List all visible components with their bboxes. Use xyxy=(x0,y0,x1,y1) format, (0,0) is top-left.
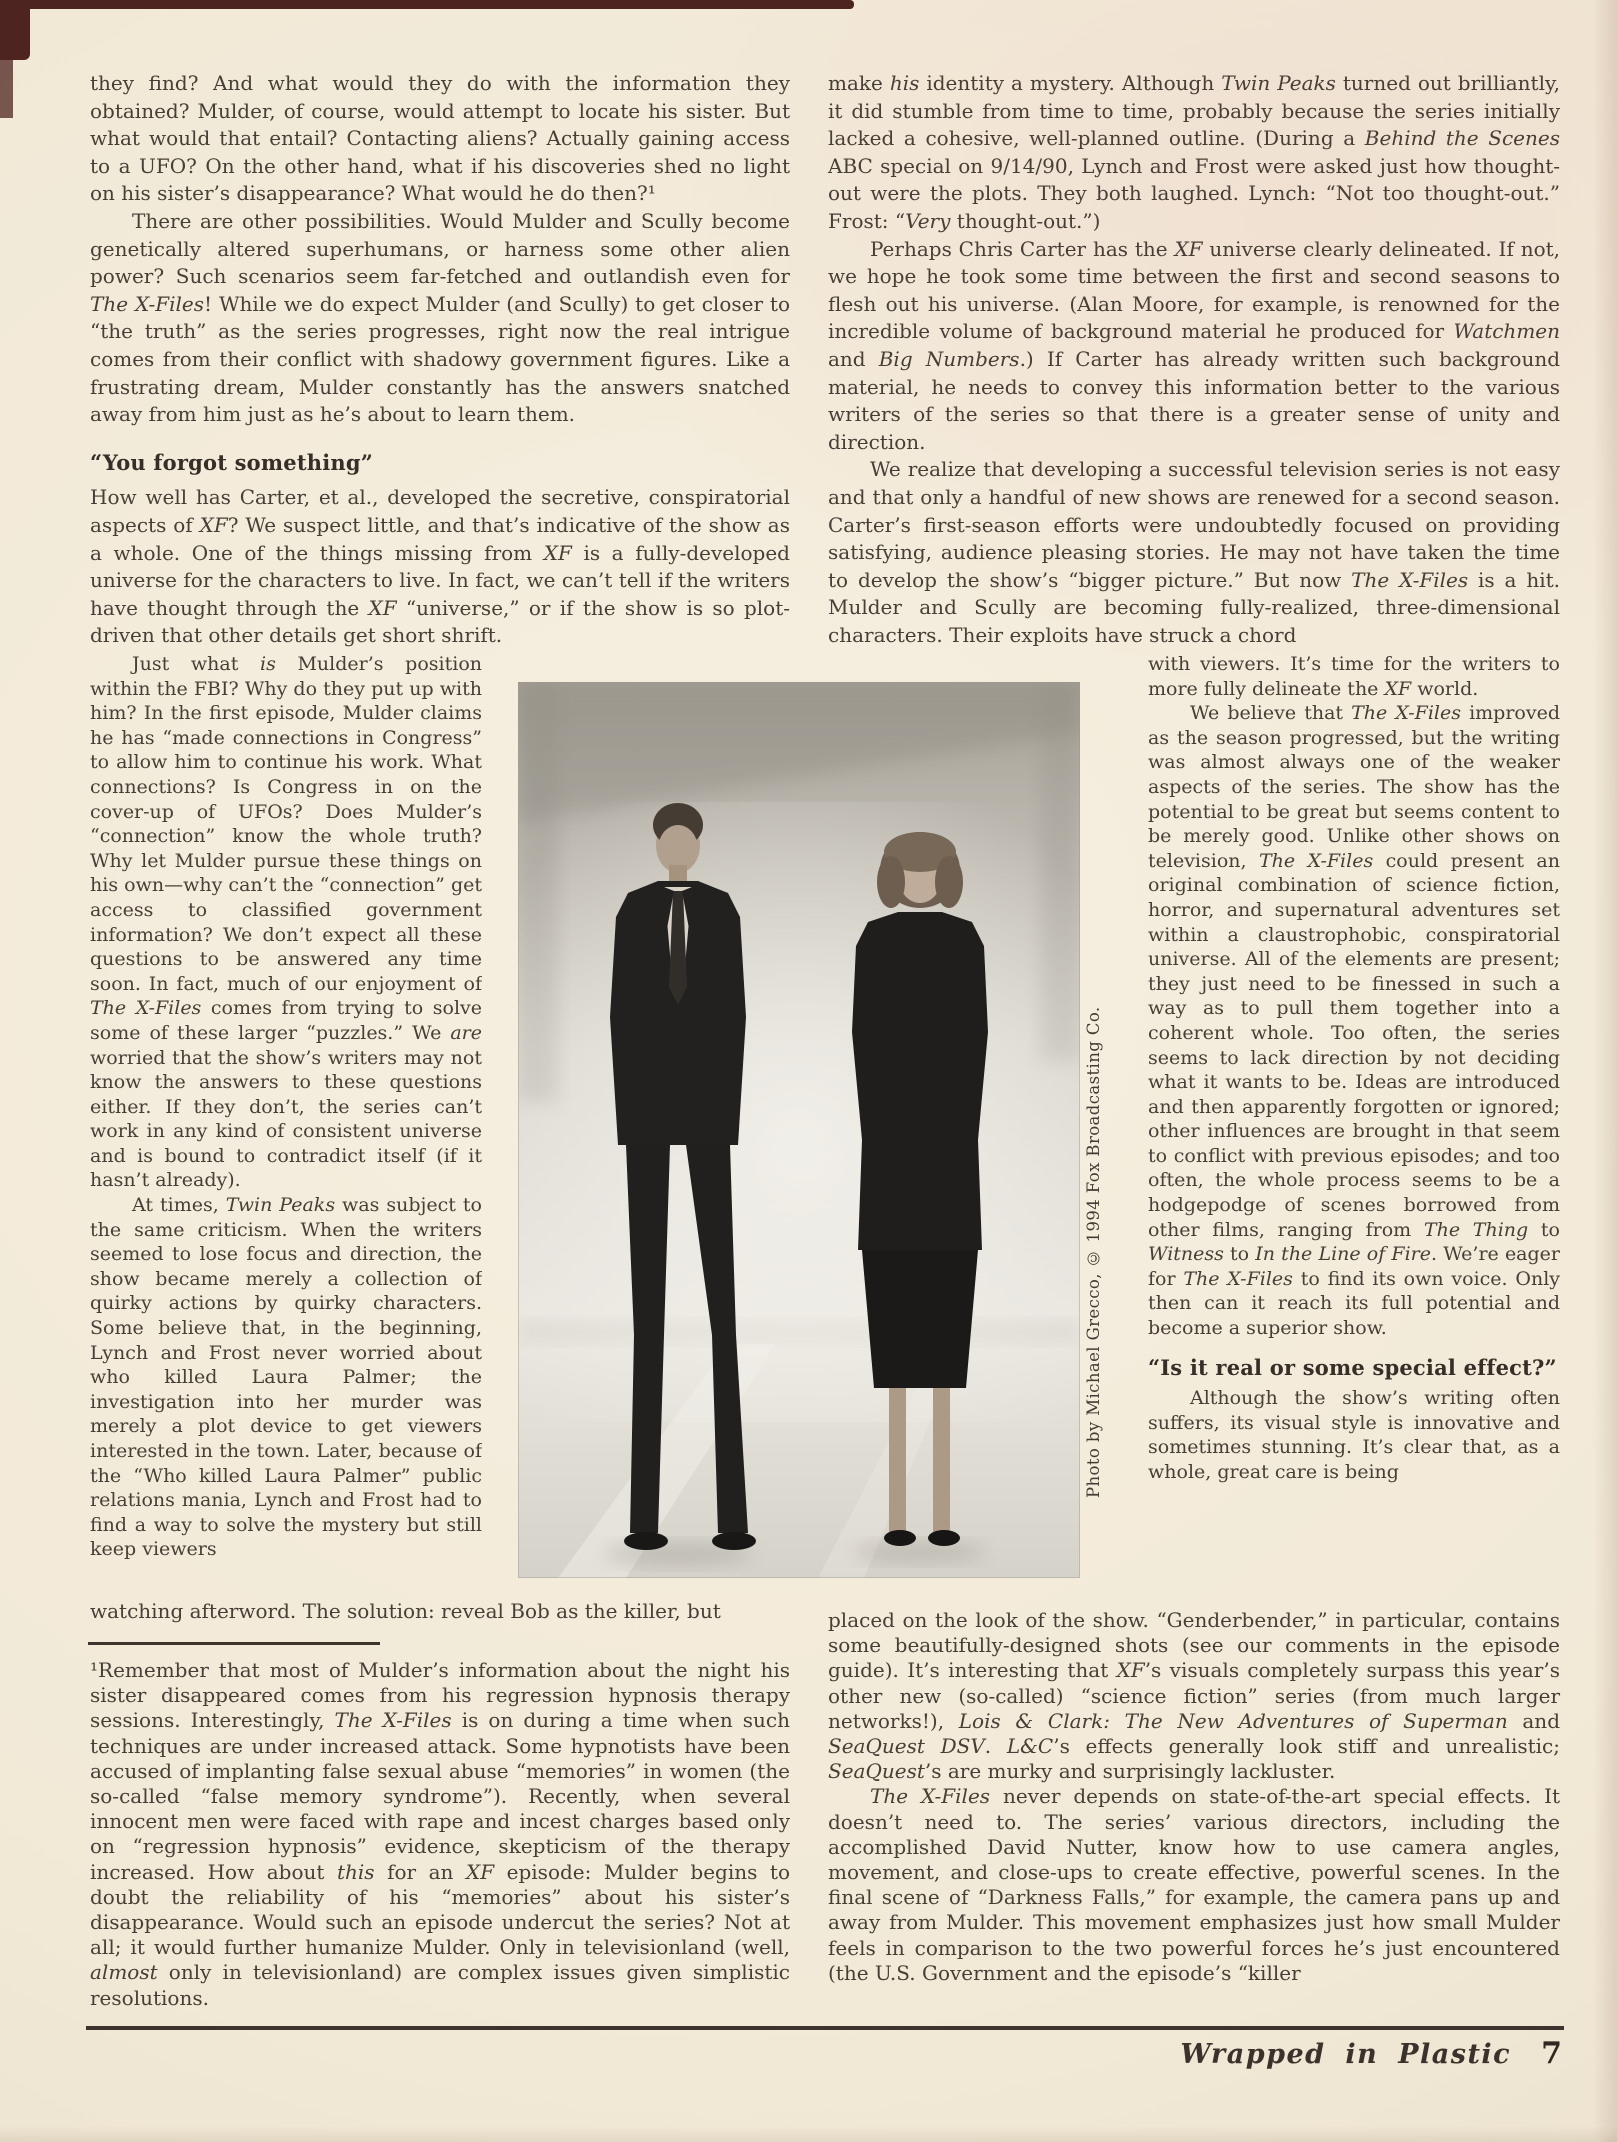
photo-illustration xyxy=(518,682,1080,1578)
narrow-paragraphs-right xyxy=(1148,701,1560,1340)
section1-paragraphs xyxy=(90,484,790,650)
photo-credit: Photo by Michael Grecco, © 1994 Fox Broadcasting Co. xyxy=(1084,1006,1103,1498)
right-bottom-paragraphs xyxy=(828,1608,1560,1986)
photo-mulder-scully xyxy=(518,682,1080,1578)
footnote-text: ¹Remember that most of Mulder’s information about the night his sister disappeared comes from his regression hypnosis therapy sessions. Interestingly, The X-Files is on during a time when such techniques are under increased attack. Some hypnotists have been accused of implanting false sexual abuse “memories” in women (the so-called “false memory syndrome”). Recently, when several innocent men were faced with rape and incest charges based only on “regression hypnosis” evidence, skepticism of the therapy increased. How about this for an XF episode: Mulder begins to doubt the reliability of his “memories” about his sister’s disappearance. Would such an episode undercut the series? Not at all; it would further humanize Mulder. Only in televisionland (well, almost only in televisionland) are complex issues given simplistic resolutions. xyxy=(90,1658,791,2010)
body-paragraph: We realize that developing a successful television series is not easy and that only a handful of new shows are renewed for a second season. Carter’s first-season efforts were undoubtedly focused on providing satisfying, audience pleasing stories. He may not have taken the time to develop the show’s “bigger picture.” But now The X-Files is a hit. Mulder and Scully are becoming fully-realized, three-dimensional characters. Their exploits have struck a chord xyxy=(828,457,1560,647)
section2-paragraph: Although the show’s writing often suffers, its visual style is innovative and sometimes stunning. It’s clear that, as a whole, great care is being xyxy=(1148,1387,1560,1483)
page-edge-shadow-bottom xyxy=(0,2126,1617,2142)
scan-artifact-corner-edge xyxy=(0,0,13,118)
body-paragraph: Perhaps Chris Carter has the XF universe clearly delineated. If not, we hope he took some time between the first and second seasons to flesh out his universe. (Alan Moore, for example, is renowned for the incredible volume of background material he produced for Watchmen and Big Numbers.) If Carter has already written such background material, he needs to convey this information better to the various writers of the series so that there is a greater sense of unity and direction. xyxy=(828,236,1561,454)
page-edge-shadow-right xyxy=(1593,0,1617,2142)
page-footer-rule xyxy=(86,2026,1564,2030)
body-paragraph: There are other possibilities. Would Mulder and Scully become genetically altered superhumans, or harness some other alien power? Such scenarios seem far-fetched and outlandish even for The X-Files! While we do expect Mulder (and Scully) to get closer to “the truth” as the series progresses, right now the real intrigue comes from their conflict with shadowy government figures. Like a frustrating dream, Mulder constantly has the answers snatched away from him just as he’s about to learn them. xyxy=(90,208,791,427)
page-footer xyxy=(1180,2036,1562,2071)
body-paragraph: At times, Twin Peaks was subject to the same criticism. When the writers seemed to lose focus and direction, the show became merely a collection of quirky actions by quirky characters. Some believe that, in the beginning, Lynch and Frost never worried about who killed Laura Palmer; the investigation into her murder was merely a plot device to get viewers interested in the town. Later, because of the “Who killed Laura Palmer” public relations mania, Lynch and Frost had to find a way to solve the mystery but still keep viewers xyxy=(90,1194,482,1561)
body-paragraph: make his identity a mystery. Although Twin Peaks turned out brilliantly, it did stumble from time to time, probably because the series initially lacked a cohesive, well-planned outline. (During a Behind the Scenes ABC special on 9/14/90, Lynch and Frost were asked just how thought-out were the plots. They both laughed. Lynch: “Not too thought-out.” Frost: “Very thought-out.”) xyxy=(828,71,1560,233)
body-paragraph: Just what is Mulder’s position within the FBI? Why do they put up with him? In the first episode, Mulder claims he has “made connections in Congress” to allow him to continue his work. What connections? Is Congress in on the cover-up of UFOs? Does Mulder’s “connection” know the whole truth? Why let Mulder pursue these things on his own—why can’t the “connection” get access to classified government information? We don’t expect all these questions to be answered any time soon. In fact, much of our enjoyment of The X-Files comes from trying to solve some of these larger “puzzles.” We are worried that the show’s writers may not know the answers to these questions either. If they don’t, the series can’t work in any kind of consistent universe and is bound to contradict itself (if it hasn’t already). xyxy=(90,653,482,1192)
footnote-rule xyxy=(88,1642,380,1645)
page-number: 7 xyxy=(1541,2036,1562,2071)
section-heading-special-effect: “Is it real or some special effect?” xyxy=(1148,1354,1557,1380)
narrow-continuation: with viewers. It’s time for the writers to more fully delineate the XF world. xyxy=(1148,653,1560,700)
body-paragraph: How well has Carter, et al., developed the secretive, conspiratorial aspects of XF? We suspect little, and that’s indicative of the show as a whole. One of the things missing from XF is a fully-developed universe for the characters to live. In fact, we can’t tell if the writers have thought through the XF “universe,” or if the show is so plot-driven that other details get short shrift. xyxy=(90,485,790,648)
bridge-text: watching afterword. The solution: reveal Bob as the killer, but xyxy=(90,1599,721,1623)
right-column-top xyxy=(828,70,1560,649)
narrow-paragraphs-left xyxy=(90,652,482,1562)
magazine-title: Wrapped in Plastic xyxy=(1180,2039,1512,2070)
right-column-narrow xyxy=(1148,652,1560,1604)
left-column-top xyxy=(90,70,790,650)
intro-paragraphs xyxy=(90,70,790,429)
section-heading-you-forgot-something: “You forgot something” xyxy=(90,449,374,475)
left-column-narrow xyxy=(90,652,482,1582)
right-column-bottom xyxy=(828,1608,1560,1986)
footnote xyxy=(90,1658,790,2011)
body-paragraph: The X-Files never depends on state-of-the-art special effects. It doesn’t need to. The series’ various directors, including the accomplished David Nutter, know how to use camera angles, movement, and close-ups to create effective, powerful scenes. In the final scene of “Darkness Falls,” for example, the camera pans up and away from Mulder. This movement emphasizes just how small Mulder feels in comparison to the two powerful forces he’s just encountered (the U.S. Government and the episode’s “killer xyxy=(828,1784,1561,1985)
body-paragraph: We believe that The X-Files improved as the season progressed, but the writing was almost always one of the weaker aspects of the series. The show has the potential to be great but seems content to be merely good. Unlike other shows on television, The X-Files could present an original combination of science fiction, horror, and supernatural adventures set within a claustrophobic, conspiratorial universe. All of the elements are present; they just need to be finessed in such a way as to pull them together into a coherent whole. Too often, the series seems to lack direction by not deciding what it wants to be. Ideas are introduced and then apparently forgotten or ignored; other influences are brought in that seem to conflict with previous episodes; and too often, the whole process seems to be a hodgepodge of scenes borrowed from other films, ranging from The Thing to Witness to In the Line of Fire. We’re eager for The X-Files to find its own voice. Only then can it reach its full potential and become a superior show. xyxy=(1148,702,1560,1340)
body-paragraph: they find? And what would they do with the information they obtained? Mulder, of course, would attempt to locate his sister. But what would that entail? Contacting aliens? Actually gaining access to a UFO? On the other hand, what if his discoveries shed no light on his sister’s disappearance? What would he do then?¹ xyxy=(90,71,790,206)
column-bridge-line xyxy=(90,1598,850,1626)
right-top-paragraphs xyxy=(828,70,1560,649)
body-paragraph: placed on the look of the show. “Genderbender,” in particular, contains some beautifully-designed shots (see our comments in the episode guide). It’s interesting that XF’s visuals completely surpass this year’s other new (so-called) “science fiction” series (from much larger networks!), Lois & Clark: The New Adventures of Superman and SeaQuest DSV. L&C’s effects generally look stiff and unrealistic; SeaQuest’s are murky and surprisingly lackluster. xyxy=(828,1608,1560,1784)
scan-artifact-top-strip xyxy=(0,0,854,9)
